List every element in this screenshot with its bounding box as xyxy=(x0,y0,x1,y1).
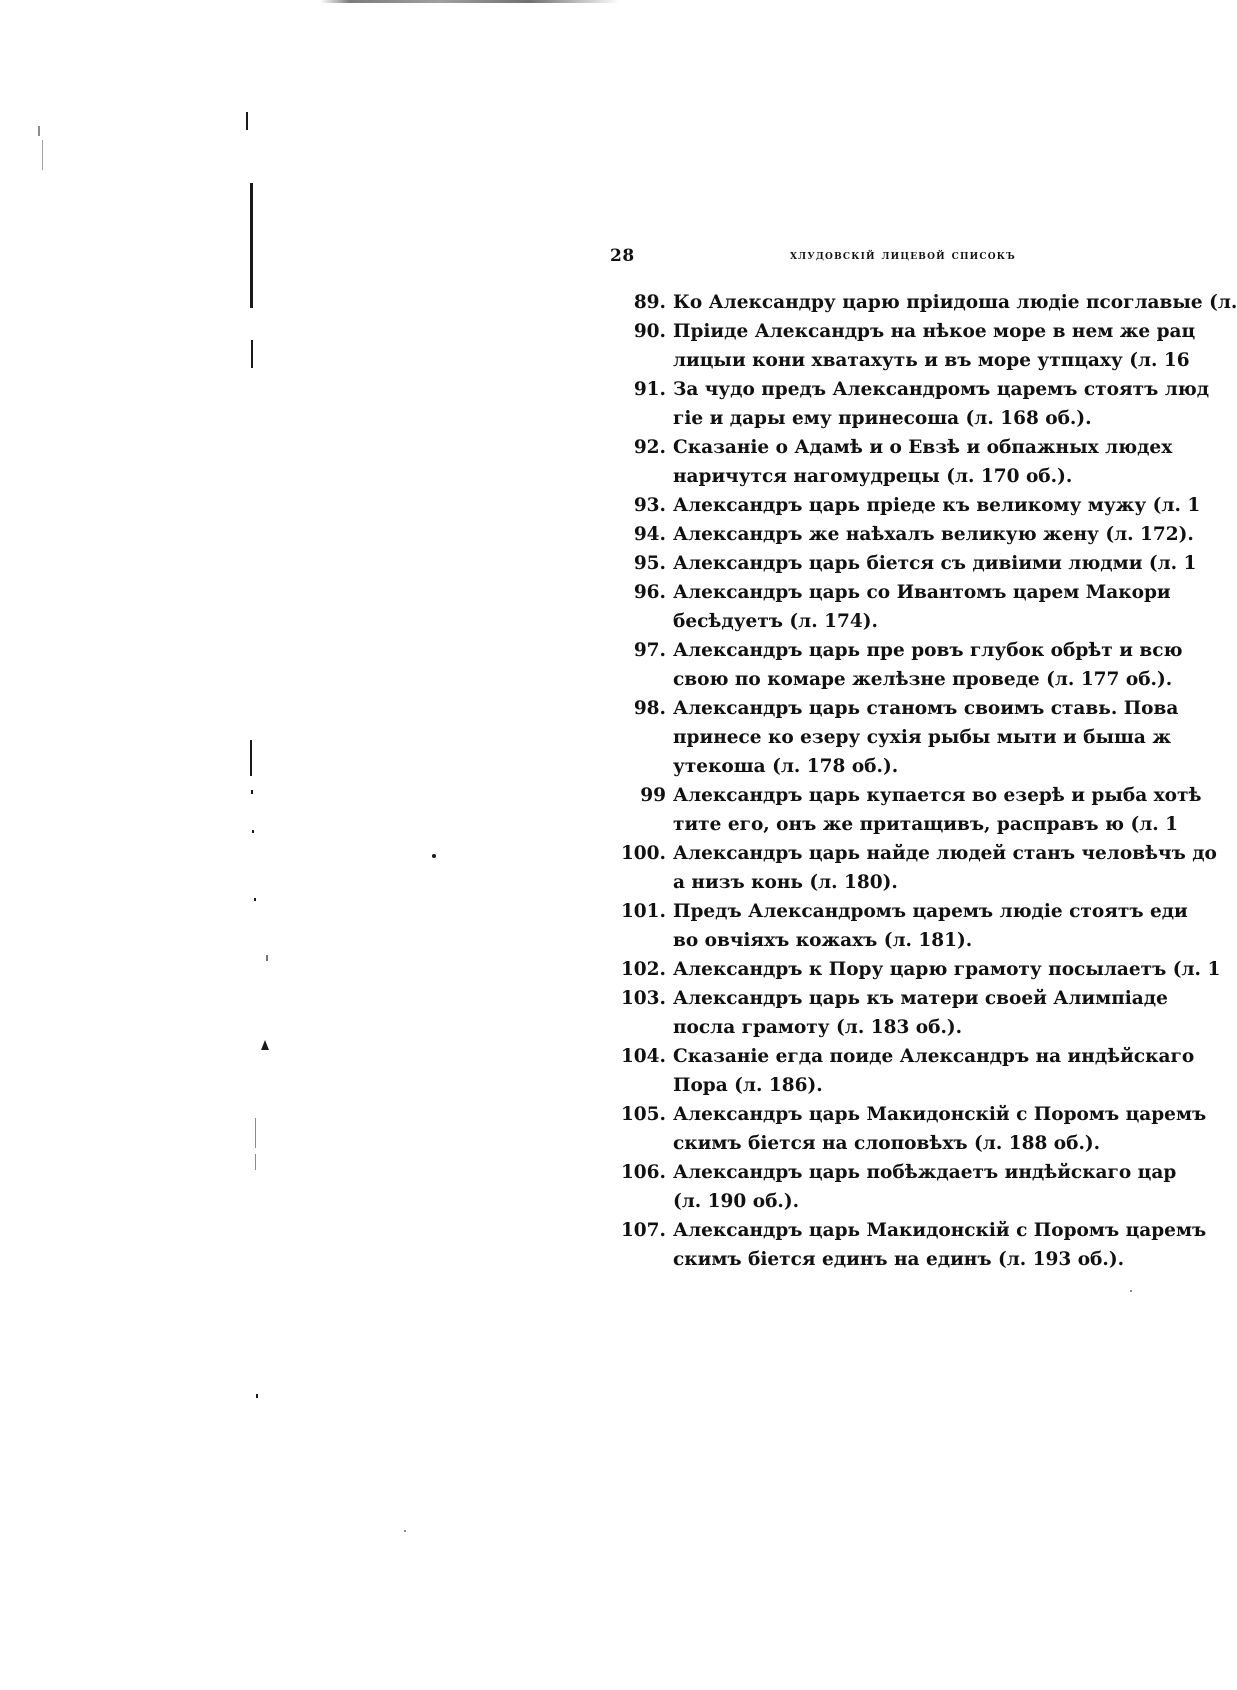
entry-line: Александръ царь къ матери своей Алимпіаде xyxy=(673,988,1168,1009)
scan-mark-11 xyxy=(266,955,268,961)
entry-line: скимъ біется единъ на единъ (л. 193 об.). xyxy=(673,1249,1125,1270)
entry-number: 101. xyxy=(620,901,666,922)
list-item xyxy=(600,317,1200,375)
entry-line: во овчіяхъ кожахъ (л. 181). xyxy=(673,930,973,951)
list-item xyxy=(600,433,1200,491)
scan-mark-10 xyxy=(254,898,256,901)
entry-line: посла грамоту (л. 183 об.). xyxy=(673,1017,963,1038)
entry-number: 97. xyxy=(633,640,666,661)
entry-line: Александръ царь біется съ дивіими людми (л. 1 xyxy=(673,553,1197,574)
list-item xyxy=(600,1042,1200,1100)
entry-number: 105. xyxy=(620,1104,666,1125)
page-header xyxy=(610,246,1170,270)
list-item xyxy=(600,839,1217,897)
scan-mark-8 xyxy=(252,830,254,833)
entry-number: 106. xyxy=(620,1162,666,1183)
entry-text xyxy=(673,520,1194,549)
entry-number: 89. xyxy=(633,292,666,313)
entry-number: 90. xyxy=(633,321,666,342)
entry-line: бесѣдуетъ (л. 174). xyxy=(673,611,878,632)
list-item xyxy=(600,549,1200,578)
list-item xyxy=(600,491,1200,520)
entry-number: 98. xyxy=(633,698,666,719)
list-item xyxy=(600,1216,1207,1274)
entry-text xyxy=(673,955,1220,984)
entry-line: утекоша (л. 178 об.). xyxy=(673,756,899,777)
list-item xyxy=(600,288,1237,317)
list-item xyxy=(600,955,1221,984)
entry-line: Александръ царь станомъ своимъ ставь. Пова xyxy=(673,698,1179,719)
entry-text xyxy=(673,1100,1206,1158)
entry-line: Александръ царь пріеде къ великому мужу (л. 1 xyxy=(673,495,1201,516)
entry-line: Пора (л. 186). xyxy=(673,1075,823,1096)
scan-mark-3 xyxy=(251,340,253,368)
entry-number: 92. xyxy=(633,437,666,458)
entry-line: принесе ко езеру сухія рыбы мыти и быша ж xyxy=(673,727,1172,748)
entry-line: скимъ біется на слоповѣхъ (л. 188 об.). xyxy=(673,1133,1101,1154)
entry-line: свою по комаре желѣзне проведе (л. 177 об.). xyxy=(673,669,1173,690)
entry-text xyxy=(673,839,1217,897)
entry-line: Предъ Александромъ царемъ людіе стоятъ еди xyxy=(673,901,1188,922)
entry-text xyxy=(673,288,1237,317)
entry-text xyxy=(673,375,1209,433)
entry-list xyxy=(600,288,1237,1274)
scan-mark-1 xyxy=(246,112,248,130)
entry-number: 104. xyxy=(620,1046,666,1067)
entry-line: Сказаніе егда поиде Александръ на индѣйскаго xyxy=(673,1046,1195,1067)
list-item xyxy=(600,694,1200,781)
list-item xyxy=(600,984,1200,1042)
list-item xyxy=(600,781,1200,839)
entry-number: 93. xyxy=(633,495,666,516)
entry-line: Пріиде Александръ на нѣкое море в нем же рац xyxy=(673,321,1196,342)
entry-line: а низъ конь (л. 180). xyxy=(673,872,898,893)
scan-mark-5 xyxy=(42,140,43,170)
entry-line: Александръ царь Макидонскій с Поромъ царемъ xyxy=(673,1220,1207,1241)
scan-mark-15 xyxy=(256,1394,258,1398)
entry-line: гіе и дары ему принесоша (л. 168 об.). xyxy=(673,408,1092,429)
entry-text xyxy=(673,897,1188,955)
entry-text xyxy=(673,433,1172,491)
entry-text xyxy=(673,549,1196,578)
scan-mark-4 xyxy=(38,126,40,136)
entry-text xyxy=(673,578,1171,636)
list-item xyxy=(600,1158,1200,1216)
entry-line: (л. 190 об.). xyxy=(673,1191,800,1212)
entry-line: Александръ же наѣхалъ великую жену (л. 172). xyxy=(673,524,1194,545)
entry-text xyxy=(673,1042,1194,1100)
entry-number: 96. xyxy=(633,582,666,603)
scan-smudge-top xyxy=(320,0,620,3)
scan-mark-6 xyxy=(250,740,252,776)
entry-number: 102. xyxy=(620,959,666,980)
entry-line: За чудо предъ Александромъ царемъ стоятъ люд xyxy=(673,379,1210,400)
entry-line: Александръ царь со Ивантомъ царем Макори xyxy=(673,582,1171,603)
entry-line: Александръ царь пре ровъ глубок обрѣт и всю xyxy=(673,640,1183,661)
entry-line: Александръ царь побѣждаетъ индѣйскаго цар xyxy=(673,1162,1177,1183)
page-number: 28 xyxy=(610,246,635,266)
entry-line: Александръ царь Макидонскій с Поромъ царемъ xyxy=(673,1104,1207,1125)
entry-text xyxy=(673,781,1201,839)
list-item xyxy=(600,897,1200,955)
list-item xyxy=(600,520,1200,549)
entry-number: 91. xyxy=(633,379,666,400)
scan-mark-14 xyxy=(255,1154,256,1170)
scan-mark-9 xyxy=(432,854,436,858)
list-item xyxy=(600,1100,1207,1158)
scan-mark-17 xyxy=(1130,1290,1132,1292)
entry-number: 94. xyxy=(633,524,666,545)
entry-line: Александръ к Пору царю грамоту посылаетъ (л. 1 xyxy=(673,959,1221,980)
entry-line: Ко Александру царю пріидоша людіе псоглавые (л. xyxy=(673,292,1237,313)
list-item xyxy=(600,375,1210,433)
running-title: хлудовскій лицевой списокъ xyxy=(790,248,1016,263)
scan-mark-2 xyxy=(250,183,253,308)
list-item xyxy=(600,636,1200,694)
entry-number: 103. xyxy=(620,988,666,1009)
list-item xyxy=(600,578,1200,636)
entry-text xyxy=(673,984,1168,1042)
entry-line: Александръ царь найде людей станъ человѣчъ до xyxy=(673,843,1217,864)
entry-number: 99 xyxy=(640,785,666,806)
entry-text xyxy=(673,1216,1206,1274)
scan-mark-16 xyxy=(404,1530,406,1532)
entry-line: Сказаніе о Адамѣ и о Евзѣ и обпажных людех xyxy=(673,437,1173,458)
entry-number: 107. xyxy=(620,1220,666,1241)
entry-text xyxy=(673,491,1200,520)
entry-line: лицыи кони хватахуть и въ море утпцаху (л. 16 xyxy=(673,350,1190,371)
entry-line: наричутся нагомудрецы (л. 170 об.). xyxy=(673,466,1073,487)
entry-number: 95. xyxy=(633,553,666,574)
scan-mark-12 xyxy=(261,1040,269,1050)
entry-text xyxy=(673,636,1182,694)
scan-mark-7 xyxy=(251,790,253,794)
entry-line: тите его, онъ же притащивъ, расправъ ю (л. 1 xyxy=(673,814,1179,835)
scan-mark-13 xyxy=(255,1118,256,1148)
entry-text xyxy=(673,317,1195,375)
entry-number: 100. xyxy=(620,843,666,864)
entry-line: Александръ царь купается во езерѣ и рыба хотѣ xyxy=(673,785,1202,806)
entry-text xyxy=(673,694,1178,781)
entry-text xyxy=(673,1158,1176,1216)
